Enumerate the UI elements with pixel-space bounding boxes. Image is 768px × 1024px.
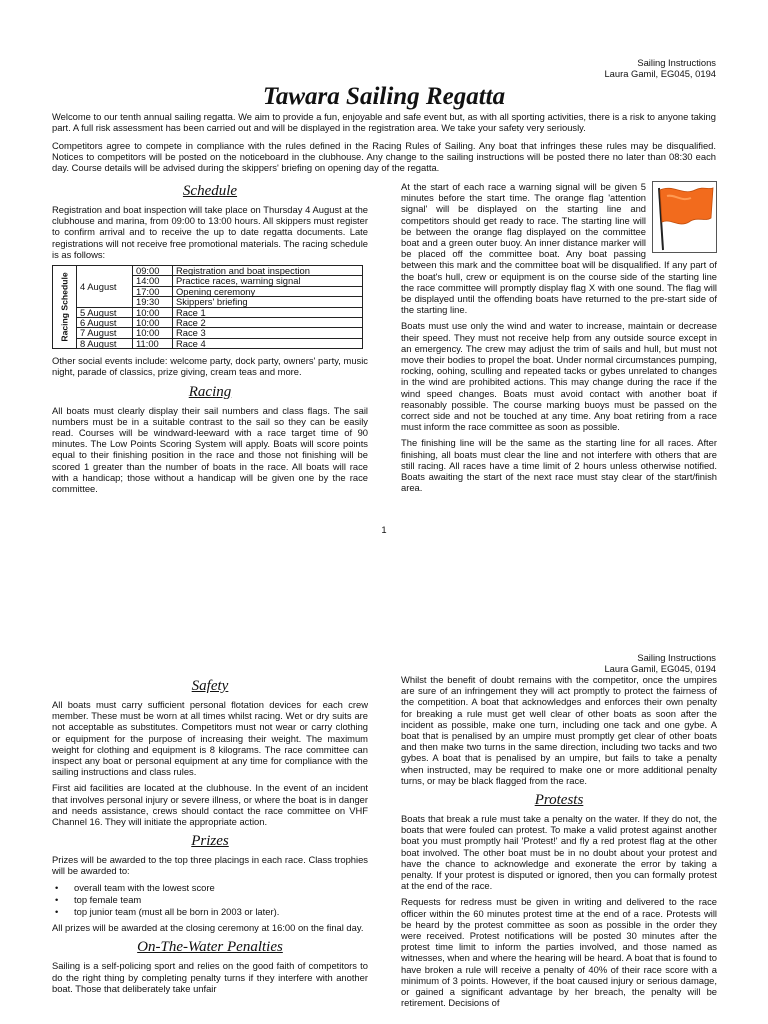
page-gap xyxy=(0,552,768,648)
right-column xyxy=(401,181,717,498)
table-cell-event: Race 4 xyxy=(173,338,363,348)
umpire-paragraph: Whilst the benefit of doubt remains with the competitor, once the umpires are sure of an infringement they will act promptly to protect the fairness of the competition. A boat that acknowledges and enforces their own penalty for breaking a rule must get well clear of other boats as soon after the incident as possible, make one turn, including one tack and one gybe. A boat that is penalised by an umpire must promptly get clear of other boats and then make two turns in the same direction, including two tacks and two gybes. A boat that is penalised by an umpire, but fails to take a penalty when instructed, may be required to make one or more additional penalty turns, or may be black flagged from the race. xyxy=(401,674,717,786)
table-cell-time: 09:00 xyxy=(133,266,173,276)
table-cell-date: 7 August xyxy=(77,328,133,338)
page-header xyxy=(604,57,716,79)
table-cell-event: Race 1 xyxy=(173,307,363,317)
page-number: 1 xyxy=(381,524,387,535)
table-cell-date: 6 August xyxy=(77,318,133,328)
table-cell-event: Skippers' briefing xyxy=(173,297,363,307)
prizes-list xyxy=(52,882,368,918)
safety-heading: Safety xyxy=(191,678,229,694)
list-item: • top junior team (must all be born in 2003 or later). xyxy=(52,906,368,917)
finishing-paragraph: The finishing line will be the same as the starting line for all races. After finishing, all boats must clear the line and not interfere with others that are still racing. All races have a time limit of 2 hours unless otherwise notified. Boats awaiting the start of the next race must stay clear of the start/finish area. xyxy=(401,437,717,494)
table-row xyxy=(53,328,363,338)
table-cell-date: 5 August xyxy=(77,307,133,317)
list-item: • top female team xyxy=(52,894,368,905)
protests-paragraph-2: Requests for redress must be given in writing and delivered to the race officer within the 60 minutes protest time at the end of a race. Protests will be heard by the protest committee as soon as possible in the order they were received. Protest notifications will be posted 30 minutes after the protest time limit to inform the parties involved, and those named as witnesses, when and where the hearing will be heard. A boat that is found to have broken a rule will receive a penalty of 40% of their race score with a minimum of 3 points. However, if the boat caused injury or serious damage, or gained a significant advantage by her breach, the penalty will be retirement. Decisions of xyxy=(401,896,717,1009)
racing-heading: Racing xyxy=(188,383,232,400)
table-cell-time: 10:00 xyxy=(133,328,173,338)
header-author: Laura Gamil, EG045, 0194 xyxy=(604,68,716,79)
protests-paragraph-1: Boats that break a rule must take a penalty on the water. If they do not, the boats that were fouled can protest. To make a valid protest against another boat you must promptly hail 'Protest!' and fly a red protest flag at the other boat involved. The other boat must be in no doubt about your protest and have the chance to acknowledge and exonerate the error by taking a penalty. If your protest is disputed or ignored, then you can formally protest at the end of the race. xyxy=(401,813,717,892)
table-row xyxy=(53,338,363,348)
penalties-paragraph: Sailing is a self-policing sport and relies on the good faith of competitors to do the right thing by completing penalty turns if they interfere with another boat. Those that deliberately take unfair xyxy=(52,960,368,994)
table-cell-date: 4 August xyxy=(77,266,133,308)
schedule-paragraph: Registration and boat inspection will take place on Thursday 4 August at the clubhouse and marina, from 09:00 to 13:00 hours. All skippers must register to confirm arrival and to receive the up to date regatta documents. Late registrations will not receive free promotional materials. The racing schedule is as follows: xyxy=(52,204,368,260)
document-page-2 xyxy=(0,648,768,1024)
prizes-heading: Prizes xyxy=(191,833,229,850)
page-header xyxy=(604,652,716,674)
table-cell-event: Race 2 xyxy=(173,318,363,328)
schedule-heading: Schedule xyxy=(182,183,238,199)
protests-heading: Protests xyxy=(534,792,584,809)
racing-paragraph: All boats must clearly display their sail numbers and class flags. The sail numbers must be in a suitable contrast to the sail so they can be easily read. Courses will be windward-leeward with a race target time of 90 minutes. The Low Points Scoring System will apply. Boats will score points equal to their finishing position in the race and those not finishing will be scored 1 greater than the number of boats in the race. All boats will race with a handicap; those without a handicap will be given one by the race committee. xyxy=(52,404,368,495)
table-row xyxy=(53,266,363,276)
table-cell-time: 17:00 xyxy=(133,286,173,296)
header-author: Laura Gamil, EG045, 0194 xyxy=(604,663,716,674)
table-cell-time: 14:00 xyxy=(133,276,173,286)
social-events-paragraph: Other social events include: welcome party, dock party, owners' party, music night, parade of classics, prize giving, cream teas and more. xyxy=(52,355,368,378)
safety-paragraph-1: All boats must carry sufficient personal flotation devices for each crew member. These must be worn at all times whilst racing. Wet or dry suits are not acceptable as substitutes. Competitors must not wear or carry clothing or equipment for the purpose of increasing their weight. The maximum weight for clothing and equipment is 8 kilograms. The race committee can inspect any boat or personal equipment at any time for compliance with the sailing instructions and class rules. xyxy=(52,699,368,778)
table-side-label: Racing Schedule xyxy=(53,266,77,349)
table-cell-time: 10:00 xyxy=(133,318,173,328)
intro-paragraph-2: Competitors agree to compete in compliance with the rules defined in the Racing Rules of Sailing. Any boat that infringes these rules may be disqualified. Notices to competitors will be posted on the noticeboard in the clubhouse. Any change to the sailing instructions will be posted there no later than 08:30 each day. Course details will be advised during the skippers' briefing on opening day of the regatta. xyxy=(52,140,716,174)
table-cell-event: Opening ceremony xyxy=(173,286,363,296)
start-procedure-paragraph: At the start of each race a warning signal will be given 5 minutes before the start time. The orange flag 'attention signal' will be displayed on the starting line and competitors should get ready to race. The starting line will be between the orange flag displayed on the committee boat and a green outer buoy. An inner distance marker will be placed off the committee boat. Any boat passing between this mark and the committee boat will be disqualified. If any part of the boat's hull, crew or equipment is on the course side of the starting line the race committee will promptly display flag X with one sound. The flag will be displayed until the offending boats have returned to the pre-start side of the starting line. xyxy=(401,181,717,316)
table-cell-event: Race 3 xyxy=(173,328,363,338)
table-cell-event: Practice races, warning signal xyxy=(173,276,363,286)
table-cell-date: 8 August xyxy=(77,338,133,348)
intro-paragraph-1: Welcome to our tenth annual sailing regatta. We aim to provide a fun, enjoyable and safe event but, as with all sporting activities, there is a risk to anyone taking part. A full risk assessment has been carried out and will be displayed in the registration area. We take your safety very seriously. xyxy=(52,111,716,134)
table-row xyxy=(53,307,363,317)
table-cell-event: Registration and boat inspection xyxy=(173,266,363,276)
prizes-paragraph-1: Prizes will be awarded to the top three placings in each race. Class trophies will be awarded to: xyxy=(52,854,368,877)
table-cell-time: 11:00 xyxy=(133,338,173,348)
table-row xyxy=(53,318,363,328)
left-column xyxy=(52,181,368,499)
prizes-paragraph-2: All prizes will be awarded at the closing ceremony at 16:00 on the final day. xyxy=(52,922,364,934)
propulsion-paragraph: Boats must use only the wind and water to increase, maintain or decrease their speed. They must not receive help from any outside source except in an emergency. The crew may adjust the trim of sails and hull, but must not move their bodies to propel the boat. Under normal circumstances pumping, rocking, oohing, sculling and repeated tacks or gybes unrelated to changes in the wind are prohibited actions. This may change during the race if the wind speed changes. Boats must avoid contact with another boat if reasonably possible. The course marking buoys must be passed on the correct side and not be touched at any time. Any boat retiring from a race must inform the race committee as soon as possible. xyxy=(401,320,717,433)
safety-paragraph-2: First aid facilities are located at the clubhouse. In the event of an incident that involves personal injury or severe illness, or where the boat is in danger and needs assistance, crews should contact the race committee on VHF Channel 16. They will initiate the appropriate action. xyxy=(52,782,368,828)
orange-flag-image xyxy=(652,181,717,253)
left-column xyxy=(52,676,368,999)
table-cell-time: 19:30 xyxy=(133,297,173,307)
flag-icon xyxy=(653,182,716,252)
list-item: • overall team with the lowest score xyxy=(52,882,368,893)
table-cell-time: 10:00 xyxy=(133,307,173,317)
penalties-heading: On-The-Water Penalties xyxy=(137,939,283,956)
right-column xyxy=(401,674,717,1013)
document-title: Tawara Sailing Regatta xyxy=(262,83,506,110)
racing-schedule-table xyxy=(52,265,363,349)
header-doc-type: Sailing Instructions xyxy=(637,652,716,663)
header-doc-type: Sailing Instructions xyxy=(637,57,716,68)
